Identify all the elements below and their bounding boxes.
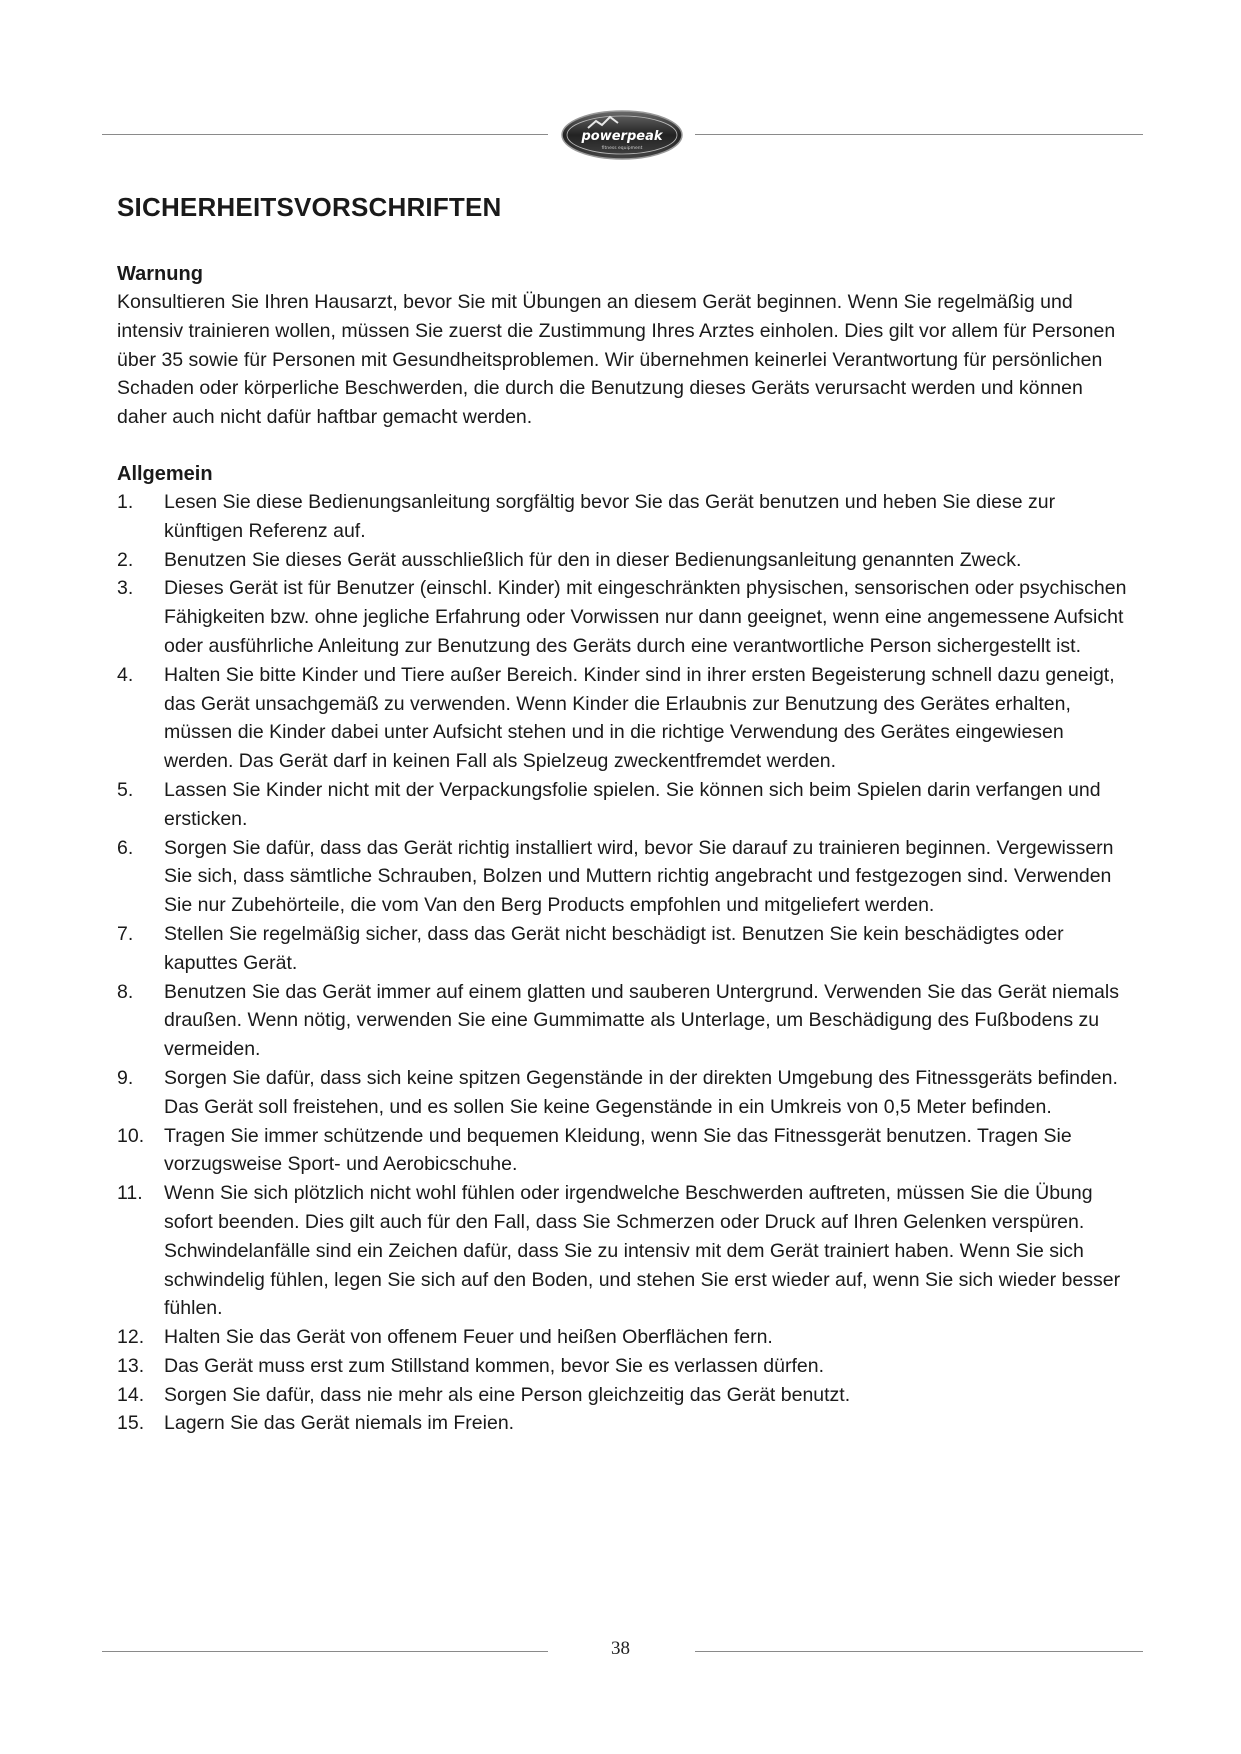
header-rule-right — [695, 134, 1143, 135]
list-item-text: Lesen Sie diese Bedienungsanleitung sorgfältig bevor Sie das Gerät benutzen und heben Sie diese zur künftigen Referenz auf. — [164, 490, 1056, 542]
list-item — [117, 776, 1137, 834]
list-item — [117, 1409, 1137, 1438]
safety-rules-list — [117, 488, 1137, 1438]
list-item-text: Tragen Sie immer schützende und bequemen Kleidung, wenn Sie das Fitnessgerät benutzen. Tragen Sie vorzugsweise Sport- und Aerobicschuhe. — [164, 1124, 1072, 1176]
list-item-number: 12. — [117, 1326, 145, 1349]
list-item — [117, 1064, 1137, 1122]
list-item — [117, 1179, 1137, 1323]
list-item-number: 3. — [117, 577, 134, 600]
page-title: SICHERHEITSVORSCHRIFTEN — [117, 192, 502, 222]
list-item-number: 14. — [117, 1383, 145, 1406]
list-item — [117, 1323, 1137, 1352]
list-item-text: Das Gerät muss erst zum Stillstand kommen, bevor Sie es verlassen dürfen. — [164, 1354, 825, 1377]
logo-brand-text: powerpeak — [581, 129, 663, 144]
list-item-text: Sorgen Sie dafür, dass nie mehr als eine Person gleichzeitig das Gerät benutzt. — [164, 1383, 851, 1406]
list-item — [117, 834, 1137, 920]
warning-paragraph: Konsultieren Sie Ihren Hausarzt, bevor Sie mit Übungen an diesem Gerät beginnen. Wenn Sie regelmäßig und intensiv trainieren wollen, müssen Sie zuerst die Zustimmung Ihres Arztes einholen. Dies gilt vor allem für Personen über 35 sowie für Personen mit Gesundheitsproblemen. Wir übernehmen keinerlei Verantwortung für persönlichen Schaden oder körperliche Beschwerden, die durch die Benutzung dieses Geräts verursacht werden und können daher auch nicht dafür haftbar gemacht werden. — [117, 291, 1116, 429]
powerpeak-logo — [560, 108, 684, 160]
list-item-text: Sorgen Sie dafür, dass das Gerät richtig installiert wird, bevor Sie darauf zu trainieren beginnen. Vergewissern Sie sich, dass sämtliche Schrauben, Bolzen und Muttern richtig angebracht und festgezogen sind. Verwenden Sie nur Zubehörteile, die vom Van den Berg Products empfohlen und mitgeliefert werden. — [164, 836, 1114, 917]
document-body — [117, 180, 1137, 1438]
list-item — [117, 1352, 1137, 1381]
list-item-number: 5. — [117, 778, 134, 801]
list-item-text: Benutzen Sie das Gerät immer auf einem glatten und sauberen Untergrund. Verwenden Sie das Gerät niemals draußen. Wenn nötig, verwenden Sie eine Gummimatte als Unterlage, um Beschädigung des Fußbodens zu vermeiden. — [164, 980, 1119, 1061]
header-rule-left — [102, 134, 548, 135]
list-item-text: Benutzen Sie dieses Gerät ausschließlich für den in dieser Bedienungsanleitung genannten Zweck. — [164, 548, 1022, 571]
list-item-text: Wenn Sie sich plötzlich nicht wohl fühlen oder irgendwelche Beschwerden auftreten, müssen Sie die Übung sofort beenden. Dies gilt auch für den Fall, dass Sie Schmerzen oder Druck auf Ihren Gelenken verspüren. Schwindelanfälle sind ein Zeichen dafür, dass Sie zu intensiv mit dem Gerät trainiert haben. Wenn Sie sich schwindelig fühlen, legen Sie sich auf den Boden, und stehen Sie erst wieder auf, wenn Sie sich wieder besser fühlen. — [164, 1182, 1121, 1320]
list-item-text: Sorgen Sie dafür, dass sich keine spitzen Gegenstände in der direkten Umgebung des Fitnessgeräts befinden. Das Gerät soll freistehen, und es sollen Sie keine Gegenstände in ein Umkreis von 0,5 Meter befinden. — [164, 1066, 1118, 1118]
page-number: 38 — [611, 1638, 630, 1659]
list-item — [117, 978, 1137, 1064]
list-item — [117, 1122, 1137, 1180]
list-item — [117, 488, 1137, 546]
list-item-text: Lassen Sie Kinder nicht mit der Verpackungsfolie spielen. Sie können sich beim Spielen darin verfangen und ersticken. — [164, 778, 1101, 830]
list-item-number: 9. — [117, 1066, 134, 1089]
list-item-text: Halten Sie bitte Kinder und Tiere außer Bereich. Kinder sind in ihrer ersten Begeisterung schnell dazu geneigt, das Gerät unsachgemäß zu verwenden. Wenn Kinder die Erlaubnis zur Benutzung des Gerätes erhalten, müssen die Kinder dabei unter Aufsicht stehen und in die richtige Verwendung des Gerätes eingewiesen werden. Das Gerät darf in keinen Fall als Spielzeug zweckentfremdet werden. — [164, 663, 1115, 773]
warning-heading: Warnung — [117, 263, 203, 285]
list-item-number: 11. — [117, 1182, 143, 1205]
list-item-number: 13. — [117, 1354, 145, 1377]
list-item — [117, 920, 1137, 978]
mountain-logo-icon — [560, 108, 684, 160]
list-item-number: 8. — [117, 980, 134, 1003]
list-item-text: Lagern Sie das Gerät niemals im Freien. — [164, 1412, 515, 1435]
list-item — [117, 1381, 1137, 1410]
list-item-number: 6. — [117, 836, 134, 859]
list-item — [117, 546, 1137, 575]
list-item-number: 4. — [117, 663, 134, 686]
general-heading: Allgemein — [117, 462, 213, 485]
list-item-text: Stellen Sie regelmäßig sicher, dass das Gerät nicht beschädigt ist. Benutzen Sie kein beschädigtes oder kaputtes Gerät. — [164, 922, 1064, 974]
list-item-text: Halten Sie das Gerät von offenem Feuer und heißen Oberflächen fern. — [164, 1326, 773, 1349]
logo-tagline-text: fitness equipment — [601, 146, 643, 151]
list-item-number: 10. — [117, 1124, 145, 1147]
list-item — [117, 661, 1137, 776]
list-item-number: 2. — [117, 548, 134, 571]
list-item-number: 1. — [117, 490, 134, 513]
list-item — [117, 574, 1137, 660]
list-item-number: 15. — [117, 1412, 145, 1435]
list-item-text: Dieses Gerät ist für Benutzer (einschl. Kinder) mit eingeschränkten physischen, sensorischen oder psychischen Fähigkeiten bzw. ohne jegliche Erfahrung oder Vorwissen nur dann geeignet, wenn eine angemessene Aufsicht oder ausführliche Anleitung zur Benutzung des Geräts durch eine verantwortliche Person sichergestellt ist. — [164, 577, 1127, 657]
list-item-number: 7. — [117, 922, 134, 945]
